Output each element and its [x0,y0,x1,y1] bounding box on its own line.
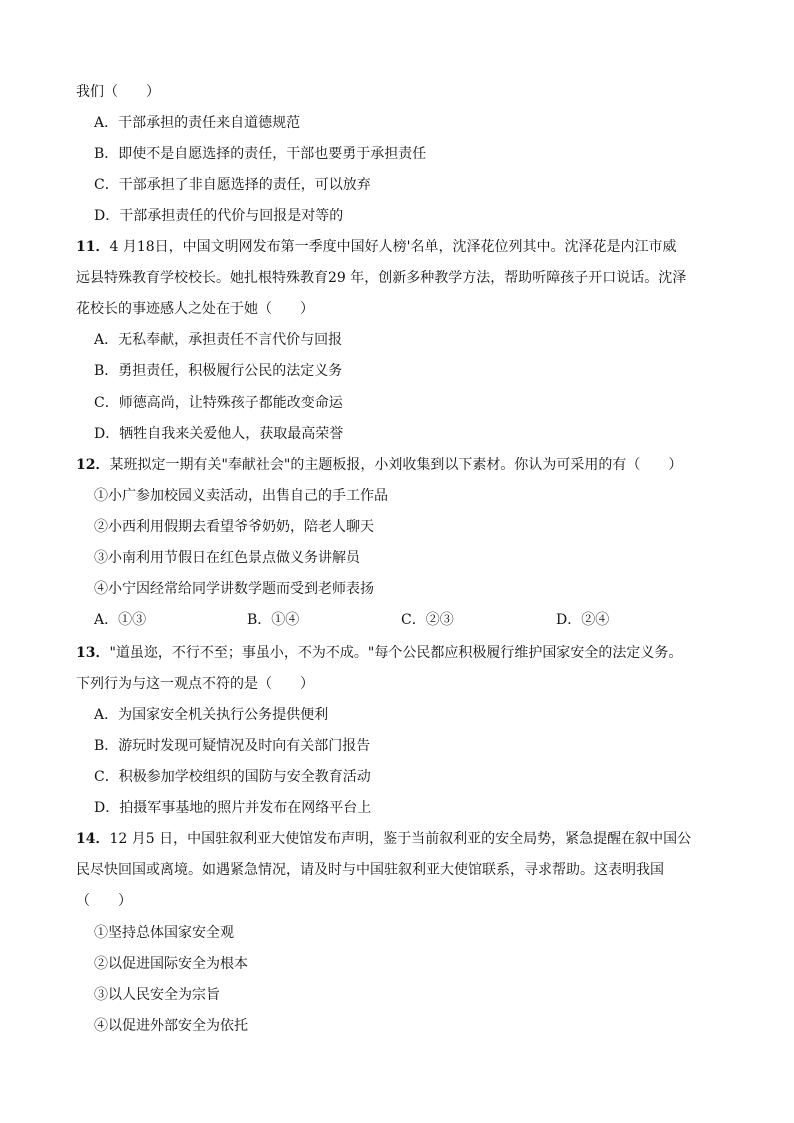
option-b: B．勇担责任，积极履行公民的法定义务 [94,363,343,379]
question-text: （ ） [76,893,132,909]
question-number: 11． [76,239,110,255]
question-12-stem [76,455,682,475]
statement-item-1: ①坚持总体国家安全观 [94,925,234,941]
option-a: A．无私奉献，承担责任不言代价与回报 [94,332,343,348]
statement-item-4: ④以促进外部安全为依托 [94,1018,248,1034]
choice-b: B．①④ [247,612,300,628]
choice-a: A．①③ [94,612,147,628]
material-item-1: ①小广参加校园义卖活动，出售自己的手工作品 [94,488,388,504]
option-d: D．牺牲自我来关爱他人，获取最高荣誉 [94,426,344,442]
option-d: D．干部承担责任的代价与回报是对等的 [94,208,344,224]
question-number: 13． [76,645,110,661]
question-14-stem [76,829,691,849]
statement-item-2: ②以促进国际安全为根本 [94,956,248,972]
option-c: C．积极参加学校组织的国防与安全教育活动 [94,769,371,785]
choice-c: C．②③ [401,612,454,628]
choice-d: D．②④ [556,612,610,628]
option-c: C．干部承担了非自愿选择的责任，可以放弃 [94,177,371,193]
question-text: 4 月18日，中国文明网发布第一季度中国好人榜'名单，沈泽花位列其中。沈泽花是内江市威 [109,239,677,255]
question-text: 远县特殊教育学校校长。她扎根特殊教育29 年，创新多种教学方法，帮助听障孩子开口说话。沈泽 [76,270,687,286]
option-a: A．干部承担的责任来自道德规范 [94,115,301,131]
choice-row [94,610,694,630]
material-item-4: ④小宁因经常给同学讲数学题而受到老师表扬 [94,581,374,597]
material-item-2: ②小西利用假期去看望爷爷奶奶，陪老人聊天 [94,519,374,535]
question-13-stem [76,643,682,663]
material-item-3: ③小南利用节假日在红色景点做义务讲解员 [94,550,360,566]
statement-item-3: ③以人民安全为宗旨 [94,987,220,1003]
option-b: B．游玩时发现可疑情况及时向有关部门报告 [94,738,371,754]
question-11-stem [76,237,677,257]
question-stem-tail: 我们（ ） [76,84,160,100]
question-text: 下列行为与这一观点不符的是（ ） [76,676,314,692]
question-text: 12 月5 日，中国驻叙利亚大使馆发布声明，鉴于当前叙利亚的安全局势，紧急提醒在叙中国公 [109,831,692,847]
question-text: "道虽迩，不行不至；事虽小，不为不成。"每个公民都应积极履行维护国家安全的法定义务。 [109,645,683,661]
option-c: C．师德高尚，让特殊孩子都能改变命运 [94,395,343,411]
option-b: B．即使不是自愿选择的责任，干部也要勇于承担责任 [94,146,427,162]
option-d: D．拍摄军事基地的照片并发布在网络平台上 [94,800,372,816]
question-number: 12． [76,457,110,473]
question-number: 14． [76,831,110,847]
option-a: A．为国家安全机关执行公务提供便利 [94,707,329,723]
question-text: 某班拟定一期有关"奉献社会"的主题板报，小刘收集到以下素材。你认为可采用的有（ ） [109,457,683,473]
question-text: 花校长的事迹感人之处在于她（ ） [76,301,314,317]
question-text: 民尽快回国或离境。如遇紧急情况，请及时与中国驻叙利亚大使馆联系，寻求帮助。这表明我国 [76,862,664,878]
